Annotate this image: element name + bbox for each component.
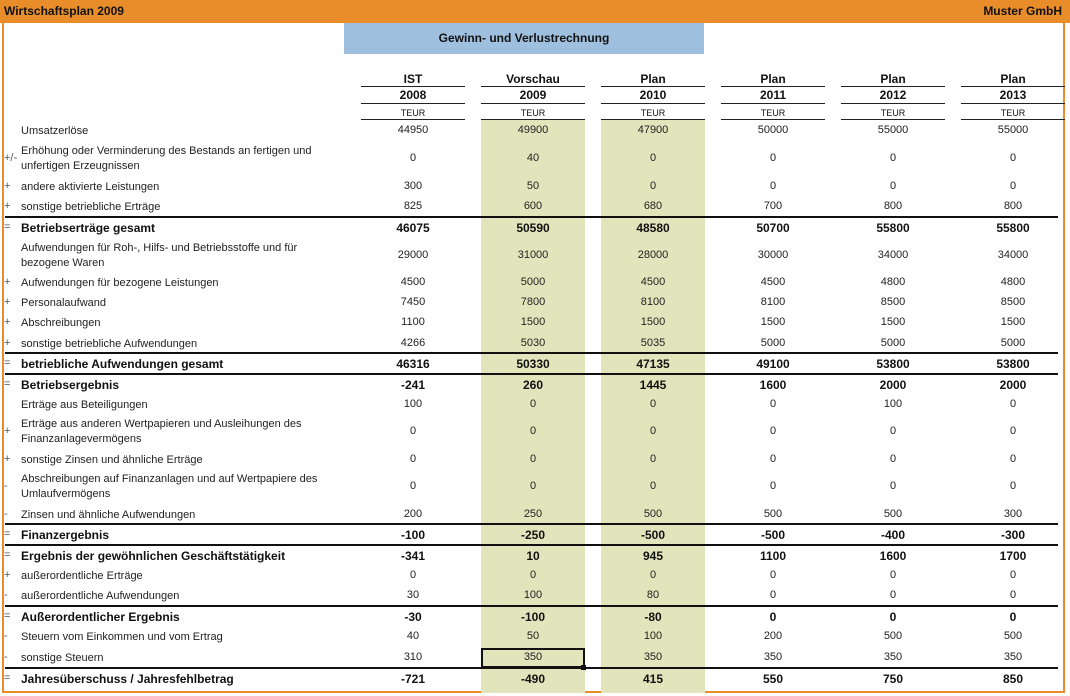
table-cell[interactable]: 50330 <box>516 357 550 371</box>
table-cell[interactable]: 0 <box>409 425 417 437</box>
table-cell[interactable]: 5000 <box>880 337 906 349</box>
table-cell[interactable]: 2000 <box>879 378 907 392</box>
table-cell[interactable]: 1700 <box>999 549 1027 563</box>
column-header-type: IST <box>403 72 423 86</box>
table-cell[interactable]: 4800 <box>1000 276 1026 288</box>
table-cell[interactable]: 0 <box>1009 569 1017 581</box>
title-bar <box>0 0 1070 23</box>
table-cell[interactable]: 550 <box>762 672 784 686</box>
row-operator: + <box>4 180 11 192</box>
row-label: außerordentliche Aufwendungen <box>21 590 180 602</box>
table-cell[interactable]: 50000 <box>757 124 789 136</box>
row-label: sonstige betriebliche Erträge <box>21 201 161 213</box>
row-operator: + <box>4 569 11 581</box>
column-header-year: 2009 <box>519 88 547 102</box>
row-label: Jahresüberschuss / Jahresfehlbetrag <box>21 672 234 686</box>
table-cell[interactable]: 0 <box>769 589 777 601</box>
table-cell[interactable]: 0 <box>769 569 777 581</box>
table-row <box>0 395 1070 414</box>
table-cell[interactable]: 0 <box>529 453 537 465</box>
table-cell[interactable]: 1600 <box>759 378 787 392</box>
table-cell[interactable]: 260 <box>522 378 544 392</box>
table-row <box>0 142 1070 176</box>
table-cell[interactable]: 5030 <box>520 337 546 349</box>
subtotal-row <box>0 218 1070 237</box>
table-cell[interactable]: 7450 <box>400 296 426 308</box>
table-cell[interactable]: 350 <box>763 651 783 663</box>
table-cell[interactable]: -100 <box>520 610 546 624</box>
table-cell[interactable]: 10 <box>526 549 540 563</box>
row-operator: = <box>4 378 11 390</box>
table-cell[interactable]: 500 <box>1003 630 1023 642</box>
table-cell[interactable]: 28000 <box>637 249 669 261</box>
column-header-type: Plan <box>760 72 786 86</box>
column-header-type: Plan <box>880 72 906 86</box>
table-cell[interactable]: 100 <box>643 630 663 642</box>
row-label: sonstige Steuern <box>21 652 104 664</box>
table-cell[interactable]: -100 <box>400 528 426 542</box>
table-cell[interactable]: 100 <box>403 398 423 410</box>
row-label: Betriebserträge gesamt <box>21 221 156 235</box>
header-underline <box>841 103 945 104</box>
table-cell[interactable]: 0 <box>529 569 537 581</box>
table-cell[interactable]: 4500 <box>400 276 426 288</box>
subtotal-row <box>0 525 1070 544</box>
column-header-year: 2010 <box>639 88 667 102</box>
table-cell[interactable]: -500 <box>760 528 786 542</box>
table-cell[interactable]: 5035 <box>640 337 666 349</box>
table-cell[interactable]: -250 <box>520 528 546 542</box>
header-underline <box>841 86 945 87</box>
row-operator: + <box>4 296 11 308</box>
row-label: Erhöhung oder Verminderung des Bestands an fertigen und unfertigen Erzeugnissen <box>21 145 312 172</box>
table-cell[interactable]: 30000 <box>757 249 789 261</box>
row-label: Steuern vom Einkommen und vom Ertrag <box>21 631 223 643</box>
table-row <box>0 566 1070 585</box>
table-cell[interactable]: 350 <box>1003 651 1023 663</box>
table-cell[interactable]: 850 <box>1002 672 1024 686</box>
table-cell[interactable]: 0 <box>649 398 657 410</box>
row-operator: + <box>4 316 11 328</box>
table-row <box>0 273 1070 292</box>
row-operator: + <box>4 453 11 465</box>
table-cell[interactable]: 0 <box>769 480 777 492</box>
table-row <box>0 627 1070 646</box>
table-row <box>0 334 1070 353</box>
table-cell[interactable]: 0 <box>649 425 657 437</box>
table-cell[interactable]: 0 <box>529 480 537 492</box>
table-cell[interactable]: -490 <box>520 672 546 686</box>
column-header-type: Vorschau <box>506 72 560 86</box>
table-cell[interactable]: 1445 <box>639 378 667 392</box>
table-row <box>0 313 1070 332</box>
table-cell[interactable]: 800 <box>883 200 903 212</box>
table-cell[interactable]: 2000 <box>999 378 1027 392</box>
table-cell[interactable]: -80 <box>644 610 662 624</box>
fill-handle[interactable] <box>581 665 586 670</box>
row-operator: - <box>4 651 8 663</box>
table-cell[interactable]: 1600 <box>879 549 907 563</box>
unit-underline <box>841 119 945 120</box>
table-cell[interactable]: 100 <box>883 398 903 410</box>
table-cell[interactable]: 0 <box>889 425 897 437</box>
table-cell[interactable]: 29000 <box>397 249 429 261</box>
table-cell[interactable]: 0 <box>1009 453 1017 465</box>
row-label: außerordentliche Erträge <box>21 570 143 582</box>
table-cell[interactable]: 4500 <box>760 276 786 288</box>
table-cell[interactable]: 40 <box>526 152 540 164</box>
section-banner <box>344 23 704 54</box>
table-cell[interactable]: 0 <box>889 480 897 492</box>
table-cell[interactable]: 49100 <box>756 357 790 371</box>
table-cell[interactable]: 1500 <box>760 316 786 328</box>
unit-underline <box>361 119 465 120</box>
subtotal-row <box>0 375 1070 394</box>
column-header-type: Plan <box>640 72 666 86</box>
table-cell[interactable]: 8500 <box>880 296 906 308</box>
table-row <box>0 121 1070 141</box>
section-title: Gewinn- und Verlustrechnung <box>438 31 610 45</box>
table-cell[interactable]: 0 <box>1009 152 1017 164</box>
table-cell[interactable]: 0 <box>769 152 777 164</box>
table-cell[interactable]: 1500 <box>880 316 906 328</box>
row-label: Personalaufwand <box>21 297 107 309</box>
row-label: sonstige betriebliche Aufwendungen <box>21 338 198 350</box>
table-cell[interactable]: 825 <box>403 200 423 212</box>
row-operator: - <box>4 480 8 492</box>
table-cell[interactable]: -30 <box>404 610 422 624</box>
column-header-year: 2008 <box>399 88 427 102</box>
table-cell[interactable]: 7800 <box>520 296 546 308</box>
header-underline <box>961 103 1065 104</box>
row-label: Betriebsergebnis <box>21 378 120 392</box>
table-cell[interactable]: 53800 <box>996 357 1030 371</box>
header-underline <box>721 103 825 104</box>
table-cell[interactable]: 0 <box>889 180 897 192</box>
row-operator: +/- <box>4 152 18 164</box>
column-unit: TEUR <box>520 108 546 118</box>
table-cell[interactable]: 8100 <box>640 296 666 308</box>
column-header-type: Plan <box>1000 72 1026 86</box>
table-cell[interactable]: 55000 <box>997 124 1029 136</box>
table-cell[interactable]: 40 <box>406 630 420 642</box>
sheet-title: Wirtschaftsplan 2009 <box>4 4 124 18</box>
table-cell[interactable]: 0 <box>1009 610 1017 624</box>
header-underline <box>361 86 465 87</box>
table-cell[interactable]: 0 <box>1009 398 1017 410</box>
table-cell[interactable]: 0 <box>1009 425 1017 437</box>
table-row <box>0 239 1070 272</box>
table-cell[interactable]: 49900 <box>517 124 549 136</box>
table-cell[interactable]: 0 <box>1009 480 1017 492</box>
table-cell[interactable]: -721 <box>400 672 426 686</box>
table-cell[interactable]: 8100 <box>760 296 786 308</box>
table-cell[interactable]: 31000 <box>517 249 549 261</box>
table-cell[interactable]: 0 <box>409 453 417 465</box>
row-operator: - <box>4 508 8 520</box>
column-unit: TEUR <box>1000 108 1026 118</box>
table-cell[interactable]: 300 <box>403 180 423 192</box>
table-cell[interactable]: 1100 <box>401 316 425 328</box>
table-cell[interactable]: 50700 <box>756 221 790 235</box>
subtotal-row <box>0 546 1070 565</box>
table-cell[interactable]: 5000 <box>760 337 786 349</box>
table-cell[interactable]: 350 <box>523 651 543 663</box>
table-cell[interactable]: 945 <box>642 549 664 563</box>
row-label: betriebliche Aufwendungen gesamt <box>21 357 224 371</box>
table-cell[interactable]: 0 <box>769 398 777 410</box>
selected-cell[interactable] <box>481 648 585 668</box>
table-cell[interactable]: 55000 <box>877 124 909 136</box>
unit-underline <box>961 119 1065 120</box>
table-cell[interactable]: 34000 <box>877 249 909 261</box>
table-cell[interactable]: 0 <box>769 610 777 624</box>
header-underline <box>481 86 585 87</box>
table-cell[interactable]: 4266 <box>400 337 426 349</box>
table-cell[interactable]: 700 <box>763 200 783 212</box>
table-cell[interactable]: 0 <box>529 425 537 437</box>
company-name: Muster GmbH <box>983 4 1062 18</box>
table-cell[interactable]: 48580 <box>636 221 670 235</box>
table-cell[interactable]: 500 <box>643 508 663 520</box>
table-cell[interactable]: 50590 <box>516 221 550 235</box>
row-operator: = <box>4 672 11 684</box>
row-label: Abschreibungen <box>21 317 101 329</box>
table-row <box>0 197 1070 216</box>
table-cell[interactable]: 250 <box>523 508 543 520</box>
table-cell[interactable]: 750 <box>882 672 904 686</box>
table-cell[interactable]: 80 <box>646 589 660 601</box>
table-cell[interactable]: 1500 <box>1000 316 1026 328</box>
row-operator: + <box>4 276 11 288</box>
table-cell[interactable]: 500 <box>883 508 903 520</box>
table-cell[interactable]: 1100 <box>759 549 787 563</box>
row-label: Ergebnis der gewöhnlichen Geschäftstätigkeit <box>21 549 286 563</box>
table-cell[interactable]: 4800 <box>880 276 906 288</box>
table-cell[interactable]: 1500 <box>640 316 666 328</box>
row-operator: + <box>4 200 11 212</box>
table-cell[interactable]: 50 <box>526 180 540 192</box>
row-label: andere aktivierte Leistungen <box>21 181 160 193</box>
table-cell[interactable]: 53800 <box>876 357 910 371</box>
table-row <box>0 293 1070 312</box>
table-cell[interactable]: 0 <box>649 569 657 581</box>
table-cell[interactable]: 200 <box>763 630 783 642</box>
row-operator: = <box>4 357 11 369</box>
header-underline <box>961 86 1065 87</box>
table-row <box>0 470 1070 504</box>
table-cell[interactable]: 30 <box>406 589 420 601</box>
table-cell[interactable]: 44950 <box>397 124 429 136</box>
subtotal-row <box>0 669 1070 688</box>
column-unit: TEUR <box>880 108 906 118</box>
table-cell[interactable]: 100 <box>523 589 543 601</box>
table-row <box>0 586 1070 605</box>
unit-underline <box>481 119 585 120</box>
table-cell[interactable]: 800 <box>1003 200 1023 212</box>
column-unit: TEUR <box>400 108 426 118</box>
row-operator: + <box>4 425 11 437</box>
row-label: Erträge aus anderen Wertpapieren und Ausleihungen des Finanzanlagevermögens <box>21 418 302 445</box>
table-cell[interactable]: 500 <box>883 630 903 642</box>
table-cell[interactable]: 0 <box>889 589 897 601</box>
table-cell[interactable]: 1500 <box>520 316 546 328</box>
table-cell[interactable]: 0 <box>409 480 417 492</box>
table-cell[interactable]: 47900 <box>637 124 669 136</box>
header-underline <box>721 86 825 87</box>
row-operator: + <box>4 337 11 349</box>
table-cell[interactable]: 0 <box>889 152 897 164</box>
table-cell[interactable]: 0 <box>889 610 897 624</box>
table-cell[interactable]: 0 <box>769 453 777 465</box>
column-header-year: 2012 <box>879 88 907 102</box>
table-cell[interactable]: 8500 <box>1000 296 1026 308</box>
unit-underline <box>601 119 705 120</box>
column-unit: TEUR <box>760 108 786 118</box>
table-cell[interactable]: 0 <box>529 398 537 410</box>
table-row <box>0 415 1070 449</box>
table-cell[interactable]: 0 <box>409 152 417 164</box>
table-cell[interactable]: 55800 <box>876 221 910 235</box>
table-cell[interactable]: 50 <box>526 630 540 642</box>
table-cell[interactable]: -241 <box>400 378 426 392</box>
row-operator: - <box>4 630 8 642</box>
row-operator: = <box>4 221 11 233</box>
table-cell[interactable]: 0 <box>889 569 897 581</box>
table-cell[interactable]: 500 <box>763 508 783 520</box>
row-label: Umsatzerlöse <box>21 125 89 137</box>
table-cell[interactable]: 0 <box>889 453 897 465</box>
row-label: Abschreibungen auf Finanzanlagen und auf Wertpapiere des Umlaufvermögens <box>21 473 318 500</box>
table-cell[interactable]: -500 <box>640 528 666 542</box>
table-cell[interactable]: 46316 <box>396 357 430 371</box>
table-row <box>0 450 1070 469</box>
header-underline <box>601 103 705 104</box>
table-cell[interactable]: -300 <box>1000 528 1026 542</box>
table-cell[interactable]: 0 <box>649 152 657 164</box>
table-row <box>0 505 1070 524</box>
row-operator: = <box>4 528 11 540</box>
table-cell[interactable]: 0 <box>649 480 657 492</box>
table-cell[interactable]: 200 <box>403 508 423 520</box>
header-underline <box>481 103 585 104</box>
table-cell[interactable]: 600 <box>523 200 543 212</box>
table-cell[interactable]: 0 <box>1009 180 1017 192</box>
table-cell[interactable]: 0 <box>649 453 657 465</box>
table-cell[interactable]: 5000 <box>1000 337 1026 349</box>
column-unit: TEUR <box>640 108 666 118</box>
row-operator: = <box>4 549 11 561</box>
table-cell[interactable]: -400 <box>880 528 906 542</box>
table-cell[interactable]: 0 <box>769 180 777 192</box>
row-label: sonstige Zinsen und ähnliche Erträge <box>21 454 203 466</box>
row-label: Erträge aus Beteiligungen <box>21 399 148 411</box>
table-cell[interactable]: 415 <box>642 672 664 686</box>
table-cell[interactable]: 4500 <box>640 276 666 288</box>
table-cell[interactable]: 0 <box>649 180 657 192</box>
table-cell[interactable]: 680 <box>643 200 663 212</box>
table-cell[interactable]: 350 <box>883 651 903 663</box>
row-label: Aufwendungen für Roh-, Hilfs- und Betriebsstoffe und für bezogene Waren <box>21 242 298 269</box>
unit-underline <box>721 119 825 120</box>
row-label: Außerordentlicher Ergebnis <box>21 610 180 624</box>
table-cell[interactable]: 47135 <box>636 357 670 371</box>
table-cell[interactable]: 5000 <box>520 276 546 288</box>
table-cell[interactable]: 0 <box>409 569 417 581</box>
row-label: Finanzergebnis <box>21 528 110 542</box>
column-header-year: 2011 <box>759 88 787 102</box>
header-underline <box>601 86 705 87</box>
row-operator: = <box>4 610 11 622</box>
table-cell[interactable]: 34000 <box>997 249 1029 261</box>
row-label: Zinsen und ähnliche Aufwendungen <box>21 509 196 521</box>
table-row <box>0 177 1070 196</box>
table-cell[interactable]: 350 <box>643 651 663 663</box>
column-header-year: 2013 <box>999 88 1027 102</box>
table-cell[interactable]: 55800 <box>996 221 1030 235</box>
subtotal-row <box>0 354 1070 373</box>
table-cell[interactable]: -341 <box>400 549 426 563</box>
table-cell[interactable]: 300 <box>1003 508 1023 520</box>
table-cell[interactable]: 46075 <box>396 221 430 235</box>
header-underline <box>361 103 465 104</box>
row-label: Aufwendungen für bezogene Leistungen <box>21 277 219 289</box>
table-cell[interactable]: 0 <box>769 425 777 437</box>
table-cell[interactable]: 0 <box>1009 589 1017 601</box>
table-cell[interactable]: 310 <box>403 651 423 663</box>
subtotal-row <box>0 607 1070 626</box>
row-operator: - <box>4 589 8 601</box>
